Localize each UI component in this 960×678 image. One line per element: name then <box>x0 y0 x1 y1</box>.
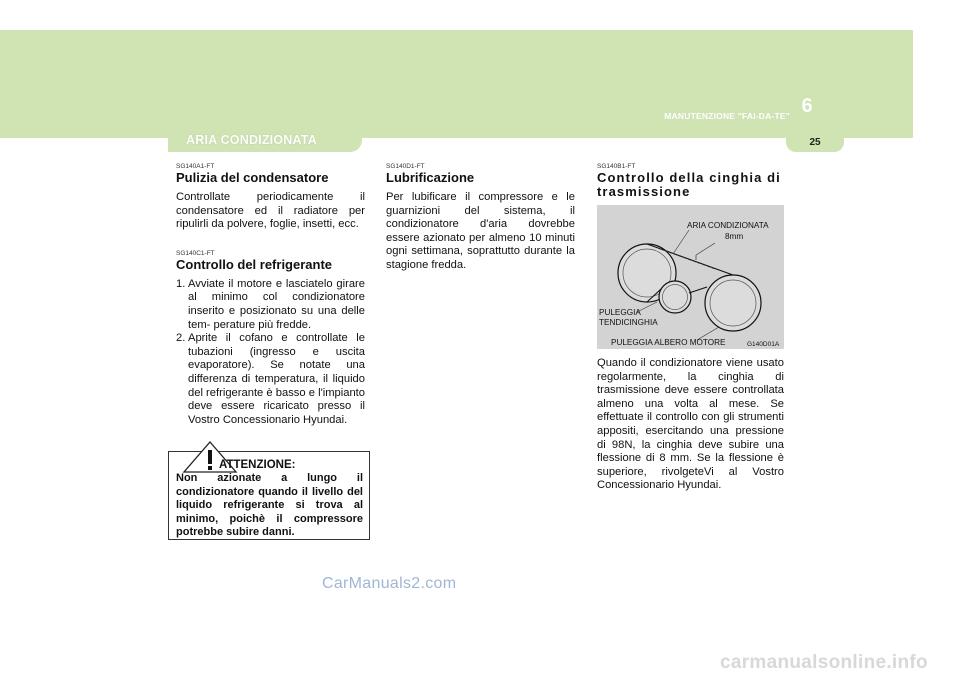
column-3 <box>597 163 784 493</box>
paragraph-belt-check: Quando il condizionatore viene usato regolarmente, la cinghia di trasmissione deve essere controllata almeno una volta al mese. Se effettuate il controllo con gli strumenti appositi, esercitando una pressione di 98N, la cinghia deve subire una flessione di 8 mm. Se la flessione è superiore, rivolgeteVi al Vostro Concessionario Hyundai. <box>597 357 784 492</box>
figure-code: G140D01A <box>747 341 780 348</box>
list-item <box>176 332 365 427</box>
belt-diagram <box>597 205 784 349</box>
section-code: SG140C1-FT <box>176 249 215 257</box>
chapter-name: MANUTENZIONE "FAI-DA-TE" <box>664 111 790 121</box>
chapter-number: 6 <box>801 95 813 117</box>
warning-text: Non azionate a lungo il condizionatore quando il livello del liquido refrigerante si trova al minimo, poichè il compressore potrebbe subire danni. <box>176 472 363 538</box>
warning-box <box>168 451 370 540</box>
heading-lubrication: Lubrificazione <box>386 170 475 185</box>
label-deflection: 8mm <box>725 232 744 241</box>
heading-belt-check: Controllo della cinghia di trasmissione <box>597 170 781 199</box>
watermark-carmanuals2: CarManuals2.com <box>322 575 457 592</box>
page-number: 25 <box>809 137 821 148</box>
watermark-carmanualsonline: carmanualsonline.info <box>720 652 928 673</box>
paragraph-lubrication: Per lubificare il compressore e le guarnizioni del sistema, il condizionatore d'aria dovrebbe essere azionato per almeno 10 minuti ogni settimana, soprattutto durante la stagione fredda. <box>386 191 575 271</box>
label-tensioner-line2: TENDICINGHIA <box>599 318 658 327</box>
label-tensioner-line1: PULEGGIA <box>599 308 641 317</box>
column-1 <box>176 163 365 427</box>
paragraph-condenser-cleaning: Controllate periodicamente il condensatore ed il radiatore per ripulirli da polvere, foglie, insetti, ecc. <box>176 191 365 231</box>
section-title: ARIA CONDIZIONATA <box>186 133 317 147</box>
step-text: Aprite il cofano e controllate le tubazioni (ingresso e uscita evaporatore). Se notate una differenza di temperatura, il liquido del refrigerante è basso e l'impianto deve essere ricaricato presso il Vostro Concessionario Hyundai. <box>188 332 365 426</box>
header-band <box>0 30 913 138</box>
column-2 <box>386 163 575 273</box>
list-item <box>176 278 365 332</box>
step-text: Avviate il motore e lasciatelo girare al minimo col condizionatore inserito e posizionato su una delle tem- perature più fredde. <box>188 277 365 331</box>
step-number: 1. <box>176 277 186 290</box>
section-code: SG140B1-FT <box>597 163 636 170</box>
label-ac-pulley: ARIA CONDIZIONATA <box>687 221 769 230</box>
label-crankshaft-pulley: PULEGGIA ALBERO MOTORE <box>611 338 726 347</box>
step-number: 2. <box>176 332 186 345</box>
steps-list <box>176 278 365 428</box>
heading-condenser-cleaning: Pulizia del condensatore <box>176 170 329 185</box>
warning-title: ATTENZIONE: <box>219 459 296 471</box>
section-code: SG140D1-FT <box>386 163 425 170</box>
section-code: SG140A1-FT <box>176 163 215 170</box>
heading-refrigerant-check: Controllo del refrigerante <box>176 256 333 272</box>
